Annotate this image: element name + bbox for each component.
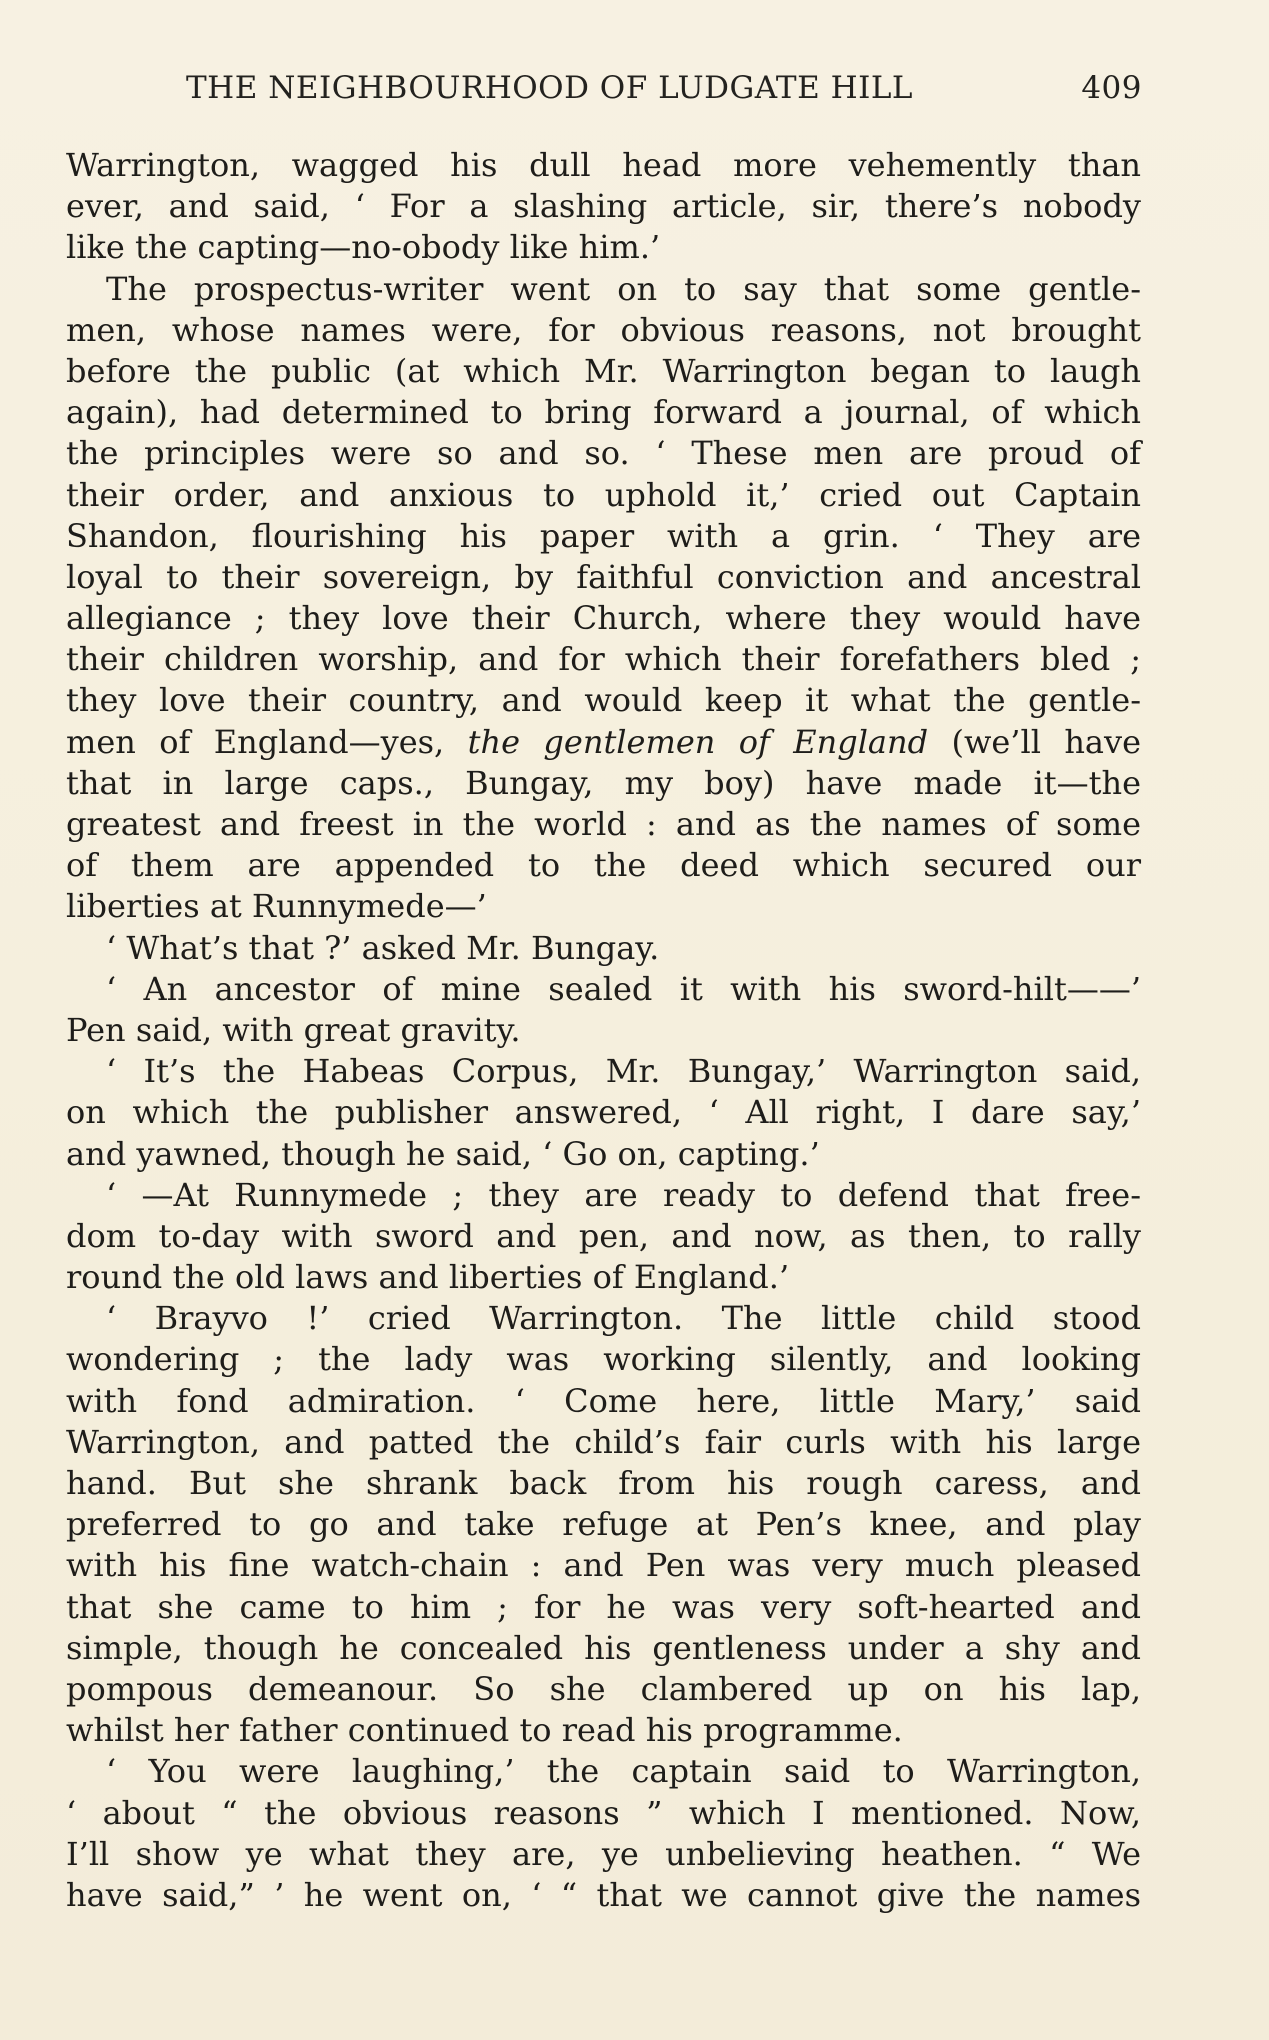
text-line: ‘ Brayvo !’ cried Warrington. The little child stood <box>106 1299 1141 1338</box>
text-line: preferred to go and take refuge at Pen’s knee, and play <box>66 1505 1141 1544</box>
text-line: ‘ It’s the Habeas Corpus, Mr. Bungay,’ Warrington said, <box>106 1052 1141 1091</box>
text-line: ever, and said, ‘ For a slashing article, sir, there’s nobody <box>66 187 1141 226</box>
text-line: Warrington, wagged his dull head more vehemently than <box>66 146 1141 184</box>
text-line: again), had determined to bring forward a journal, of which <box>66 393 1141 432</box>
body-text <box>66 145 1141 1916</box>
text-line: wondering ; the lady was working silently, and looking <box>66 1340 1141 1379</box>
text-line: ‘ An ancestor of mine sealed it with his sword-hilt——’ <box>106 969 1141 1008</box>
text-line: before the public (at which Mr. Warrington began to laugh <box>66 351 1141 390</box>
text-line: round the old laws and liberties of England.’ <box>66 1258 790 1297</box>
text-line: the principles were so and so. ‘ These men are proud of <box>66 434 1141 473</box>
text-line: Pen said, with great gravity. <box>66 1010 521 1049</box>
text-line: loyal to their sovereign, by faithful conviction and ancestral <box>66 557 1141 596</box>
text-line: The prospectus-writer went on to say that some gentle- <box>106 269 1141 308</box>
text-line: pompous demeanour. So she clambered up on his lap, <box>66 1669 1141 1708</box>
text-line: ‘ What’s that ?’ asked Mr. Bungay. <box>106 928 660 967</box>
text-line: simple, though he concealed his gentleness under a shy and <box>66 1628 1141 1667</box>
text-line: like the capting—no-obody like him.’ <box>66 228 661 267</box>
text-line: Shandon, flourishing his paper with a grin. ‘ They are <box>66 516 1141 555</box>
text-line: Warrington, and patted the child’s fair curls with his large <box>66 1422 1141 1461</box>
text-line: of them are appended to the deed which secured our <box>66 846 1141 885</box>
text-line: men, whose names were, for obvious reasons, not brought <box>66 310 1141 349</box>
page-header <box>186 70 1146 120</box>
text-line: that in large caps., Bungay, my boy) have made it—the <box>66 763 1141 802</box>
text-line: I’ll show ye what they are, ye unbelieving heathen. “ We <box>66 1834 1141 1873</box>
text-line: have said,” ’ he went on, ‘ “ that we cannot give the names <box>66 1875 1141 1914</box>
text-line: ‘ about “ the obvious reasons ” which I mentioned. Now, <box>66 1793 1141 1832</box>
text-line: allegiance ; they love their Church, where they would have <box>66 599 1141 638</box>
text-line: ‘ You were laughing,’ the captain said to Warrington, <box>106 1752 1141 1791</box>
text-line: dom to-day with sword and pen, and now, as then, to rally <box>66 1216 1141 1255</box>
italic-phrase: the gentlemen of England <box>467 722 929 761</box>
text-line: hand. But she shrank back from his rough caress, and <box>66 1464 1141 1502</box>
text-line: with his fine watch-chain : and Pen was very much pleased <box>66 1546 1141 1585</box>
text-line: their order, and anxious to uphold it,’ cried out Captain <box>66 475 1141 514</box>
text-line: they love their country, and would keep it what the gentle- <box>66 681 1141 720</box>
text-line: on which the publisher answered, ‘ All right, I dare say,’ <box>66 1093 1141 1132</box>
text-line: their children worship, and for which their forefathers bled ; <box>66 640 1141 679</box>
text-line: liberties at Runnymede—’ <box>66 887 487 926</box>
running-head: THE NEIGHBOURHOOD OF LUDGATE HILL <box>186 70 914 106</box>
text-line: greatest and freest in the world : and as the names of some <box>66 805 1141 843</box>
page-number: 409 <box>1081 70 1142 106</box>
text-line: whilst her father continued to read his programme. <box>66 1711 903 1750</box>
text-line: that she came to him ; for he was very soft-hearted and <box>66 1587 1141 1626</box>
text-segment: (we’ll have <box>928 722 1142 761</box>
text-line: and yawned, though he said, ‘ Go on, capting.’ <box>66 1134 820 1173</box>
text-line <box>66 722 1141 763</box>
text-segment: men of England—yes, <box>66 722 468 761</box>
text-line: ‘ —At Runnymede ; they are ready to defend that free- <box>106 1175 1141 1214</box>
text-line: with fond admiration. ‘ Come here, little Mary,’ said <box>66 1381 1141 1420</box>
